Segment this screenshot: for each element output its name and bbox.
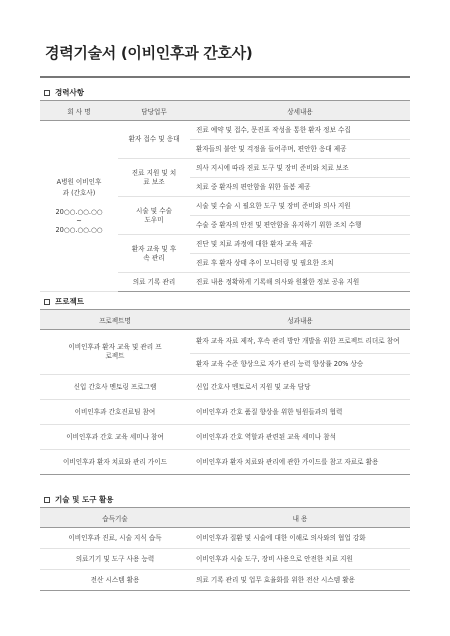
project-name-cell: 이비인후과 환자 치료와 관리 가이드	[40, 450, 190, 475]
career-col-company: 회 사 명	[40, 101, 118, 121]
project-result-cell: 신입 간호사 멘토로서 지원 및 교육 담당	[190, 375, 410, 400]
project-name-cell: 이비인후과 간호진료팀 참여	[40, 400, 190, 425]
company-name: A병원 이비인후과 (간호사)	[56, 178, 102, 197]
career-header-row	[40, 101, 410, 121]
projects-col-name: 프로젝트명	[40, 310, 190, 330]
project-name-cell	[40, 330, 190, 375]
checkbox-icon	[44, 497, 50, 503]
project-result-cell: 환자 교육 수준 향상으로 자가 관리 능력 향상률 20% 상승	[190, 354, 410, 375]
detail-cell: 의사 지시에 따라 진료 도구 및 장비 준비와 치료 보조	[190, 159, 410, 178]
skill-desc-cell: 이비인후과 시술 도구, 장비 사용으로 안전한 치료 지원	[190, 549, 410, 570]
table-row	[40, 450, 410, 475]
skills-table	[40, 507, 410, 591]
skills-header-row	[40, 508, 410, 528]
task-text: 환자 교육 및 후속 관리	[131, 244, 177, 262]
table-row	[40, 121, 410, 140]
project-name-cell: 신입 간호사 멘토링 프로그램	[40, 375, 190, 400]
projects-table	[40, 309, 410, 475]
checkbox-icon	[44, 299, 50, 305]
skill-cell: 의료기기 및 도구 사용 능력	[40, 549, 190, 570]
task-cell	[118, 235, 190, 273]
table-row	[40, 375, 410, 400]
table-row	[40, 528, 410, 549]
detail-cell: 진료 예약 및 접수, 문진표 작성을 통한 환자 정보 수집	[190, 121, 410, 140]
skill-desc-cell: 의료 기록 관리 및 업무 효율화를 위한 전산 시스템 활용	[190, 570, 410, 591]
projects-col-result: 성과내용	[190, 310, 410, 330]
table-row	[40, 549, 410, 570]
project-result-cell: 이비인후과 간호 역할과 관련된 교육 세미나 참석	[190, 425, 410, 450]
skill-cell: 이비인후과 진료, 시술 지식 습득	[40, 528, 190, 549]
period-start: 20○○.○○.○○	[55, 208, 103, 217]
detail-cell: 진단 및 치료 과정에 대한 환자 교육 제공	[190, 235, 410, 254]
project-name-cell: 이비인후과 간호 교육 세미나 참여	[40, 425, 190, 450]
projects-section-heading	[44, 296, 84, 307]
document-title: 경력기술서 (이비인후과 간호사)	[45, 44, 253, 62]
task-text: 시술 및 수술 도우미	[135, 206, 173, 224]
career-table	[40, 100, 410, 292]
skill-cell: 전산 시스템 활용	[40, 570, 190, 591]
task-cell	[118, 159, 190, 197]
period-separator: ~	[76, 217, 82, 226]
table-row	[40, 570, 410, 591]
career-heading-text: 경력사항	[55, 88, 84, 97]
career-col-detail: 상세내용	[190, 101, 410, 121]
task-cell: 의료 기록 관리	[118, 273, 190, 292]
detail-cell: 수술 중 환자의 안전 및 편안함을 유지하기 위한 조치 수행	[190, 216, 410, 235]
skills-col-desc: 내 용	[190, 508, 410, 528]
skills-section-heading	[44, 494, 114, 505]
career-section-heading	[44, 87, 84, 98]
project-name: 이비인후과 환자 교육 및 관리 프로젝트	[68, 343, 162, 360]
skill-desc-cell: 이비인후과 질환 및 시술에 대한 이해로 의사와의 협업 강화	[190, 528, 410, 549]
task-text: 진료 지원 및 치료 보조	[131, 168, 177, 186]
table-row	[40, 330, 410, 354]
company-cell	[40, 121, 118, 292]
table-row	[40, 425, 410, 450]
period-end: 20○○.○○.○○	[55, 225, 103, 234]
project-result-cell: 환자 교육 자료 제작, 후속 관리 방안 개발을 위한 프로젝트 리더로 참여	[190, 330, 410, 354]
detail-cell: 진료 내용 정확하게 기록해 의사와 원활한 정보 공유 지원	[190, 273, 410, 292]
detail-cell: 환자들의 불안 및 걱정을 들어주며, 편안한 응대 제공	[190, 140, 410, 159]
skills-col-skill: 습득기술	[40, 508, 190, 528]
detail-cell: 치료 중 환자의 편안함을 위한 돌봄 제공	[190, 178, 410, 197]
career-col-task: 담당업무	[118, 101, 190, 121]
table-row	[40, 400, 410, 425]
detail-cell: 진료 후 환자 상태 추이 모니터링 및 필요한 조치	[190, 254, 410, 273]
projects-header-row	[40, 310, 410, 330]
task-cell	[118, 197, 190, 235]
checkbox-icon	[44, 90, 50, 96]
skills-heading-text: 기술 및 도구 활용	[55, 495, 114, 504]
project-result-cell: 이비인후과 간호 품질 향상을 위한 팀원들과의 협력	[190, 400, 410, 425]
detail-cell: 시술 및 수술 시 필요한 도구 및 장비 준비와 의사 지원	[190, 197, 410, 216]
task-cell: 환자 접수 및 응대	[118, 121, 190, 159]
title-divider	[40, 76, 410, 78]
projects-heading-text: 프로젝트	[55, 297, 84, 306]
project-result-cell: 이비인후과 환자 치료와 관리에 관한 가이드를 참고 자료로 활용	[190, 450, 410, 475]
